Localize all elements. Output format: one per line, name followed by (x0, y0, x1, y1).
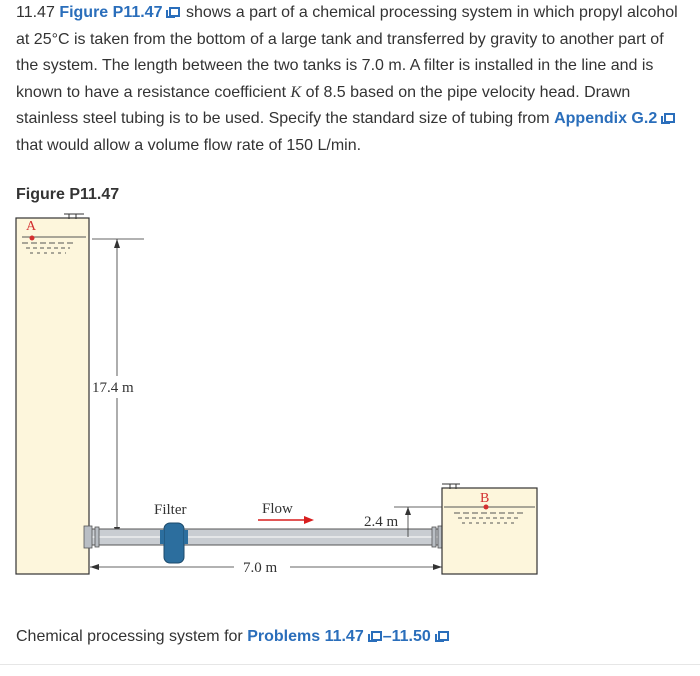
tank-a (16, 218, 89, 574)
problem-text-3: that would allow a volume flow rate of 150 L/min. (16, 136, 362, 154)
figure-title: Figure P11.47 (16, 186, 120, 203)
k-symbol: K (290, 83, 302, 101)
divider (0, 664, 700, 665)
filter (164, 523, 184, 563)
flow-label: Flow (262, 501, 293, 517)
figure-link[interactable]: Figure P11.47 (59, 4, 163, 21)
external-link-icon[interactable] (368, 631, 380, 642)
figure-diagram (14, 206, 544, 596)
height-a-label: 17.4 m (92, 380, 134, 396)
height-b-label: 2.4 m (364, 514, 399, 530)
figure-caption (16, 628, 450, 646)
external-link-icon[interactable] (166, 7, 178, 18)
length-label: 7.0 m (243, 560, 278, 576)
label-b: B (480, 491, 490, 506)
problem-text-2: of 8.5 based on the pipe velocity head. Drawn stainless steel tubing is to be used. Specify the standard size of tubing from (16, 83, 631, 127)
external-link-icon[interactable] (435, 631, 447, 642)
problem-text-1: shows a part of a chemical processing system in which propyl alcohol at 25°C is taken from the bottom of a large tank and transferred by gravity to another part of the system. The length between the two tanks is 7.0 m. A filter is installed in the line and is known to have a resistance coefficient (16, 4, 678, 101)
problem-number: 11.47 (16, 4, 55, 21)
caption-link-end[interactable]: –11.50 (382, 628, 431, 645)
appendix-link[interactable]: Appendix G.2 (554, 110, 658, 127)
external-link-icon[interactable] (661, 113, 673, 124)
filter-label: Filter (154, 502, 187, 518)
problem-statement (16, 0, 686, 159)
tank-b (442, 488, 537, 574)
problem-paragraph (16, 0, 686, 159)
caption-prefix: Chemical processing system for (16, 628, 243, 645)
caption-link-start[interactable]: Problems 11.47 (247, 628, 364, 645)
label-a: A (26, 219, 37, 234)
point-a-marker (30, 236, 35, 241)
diagram-canvas (14, 206, 544, 591)
